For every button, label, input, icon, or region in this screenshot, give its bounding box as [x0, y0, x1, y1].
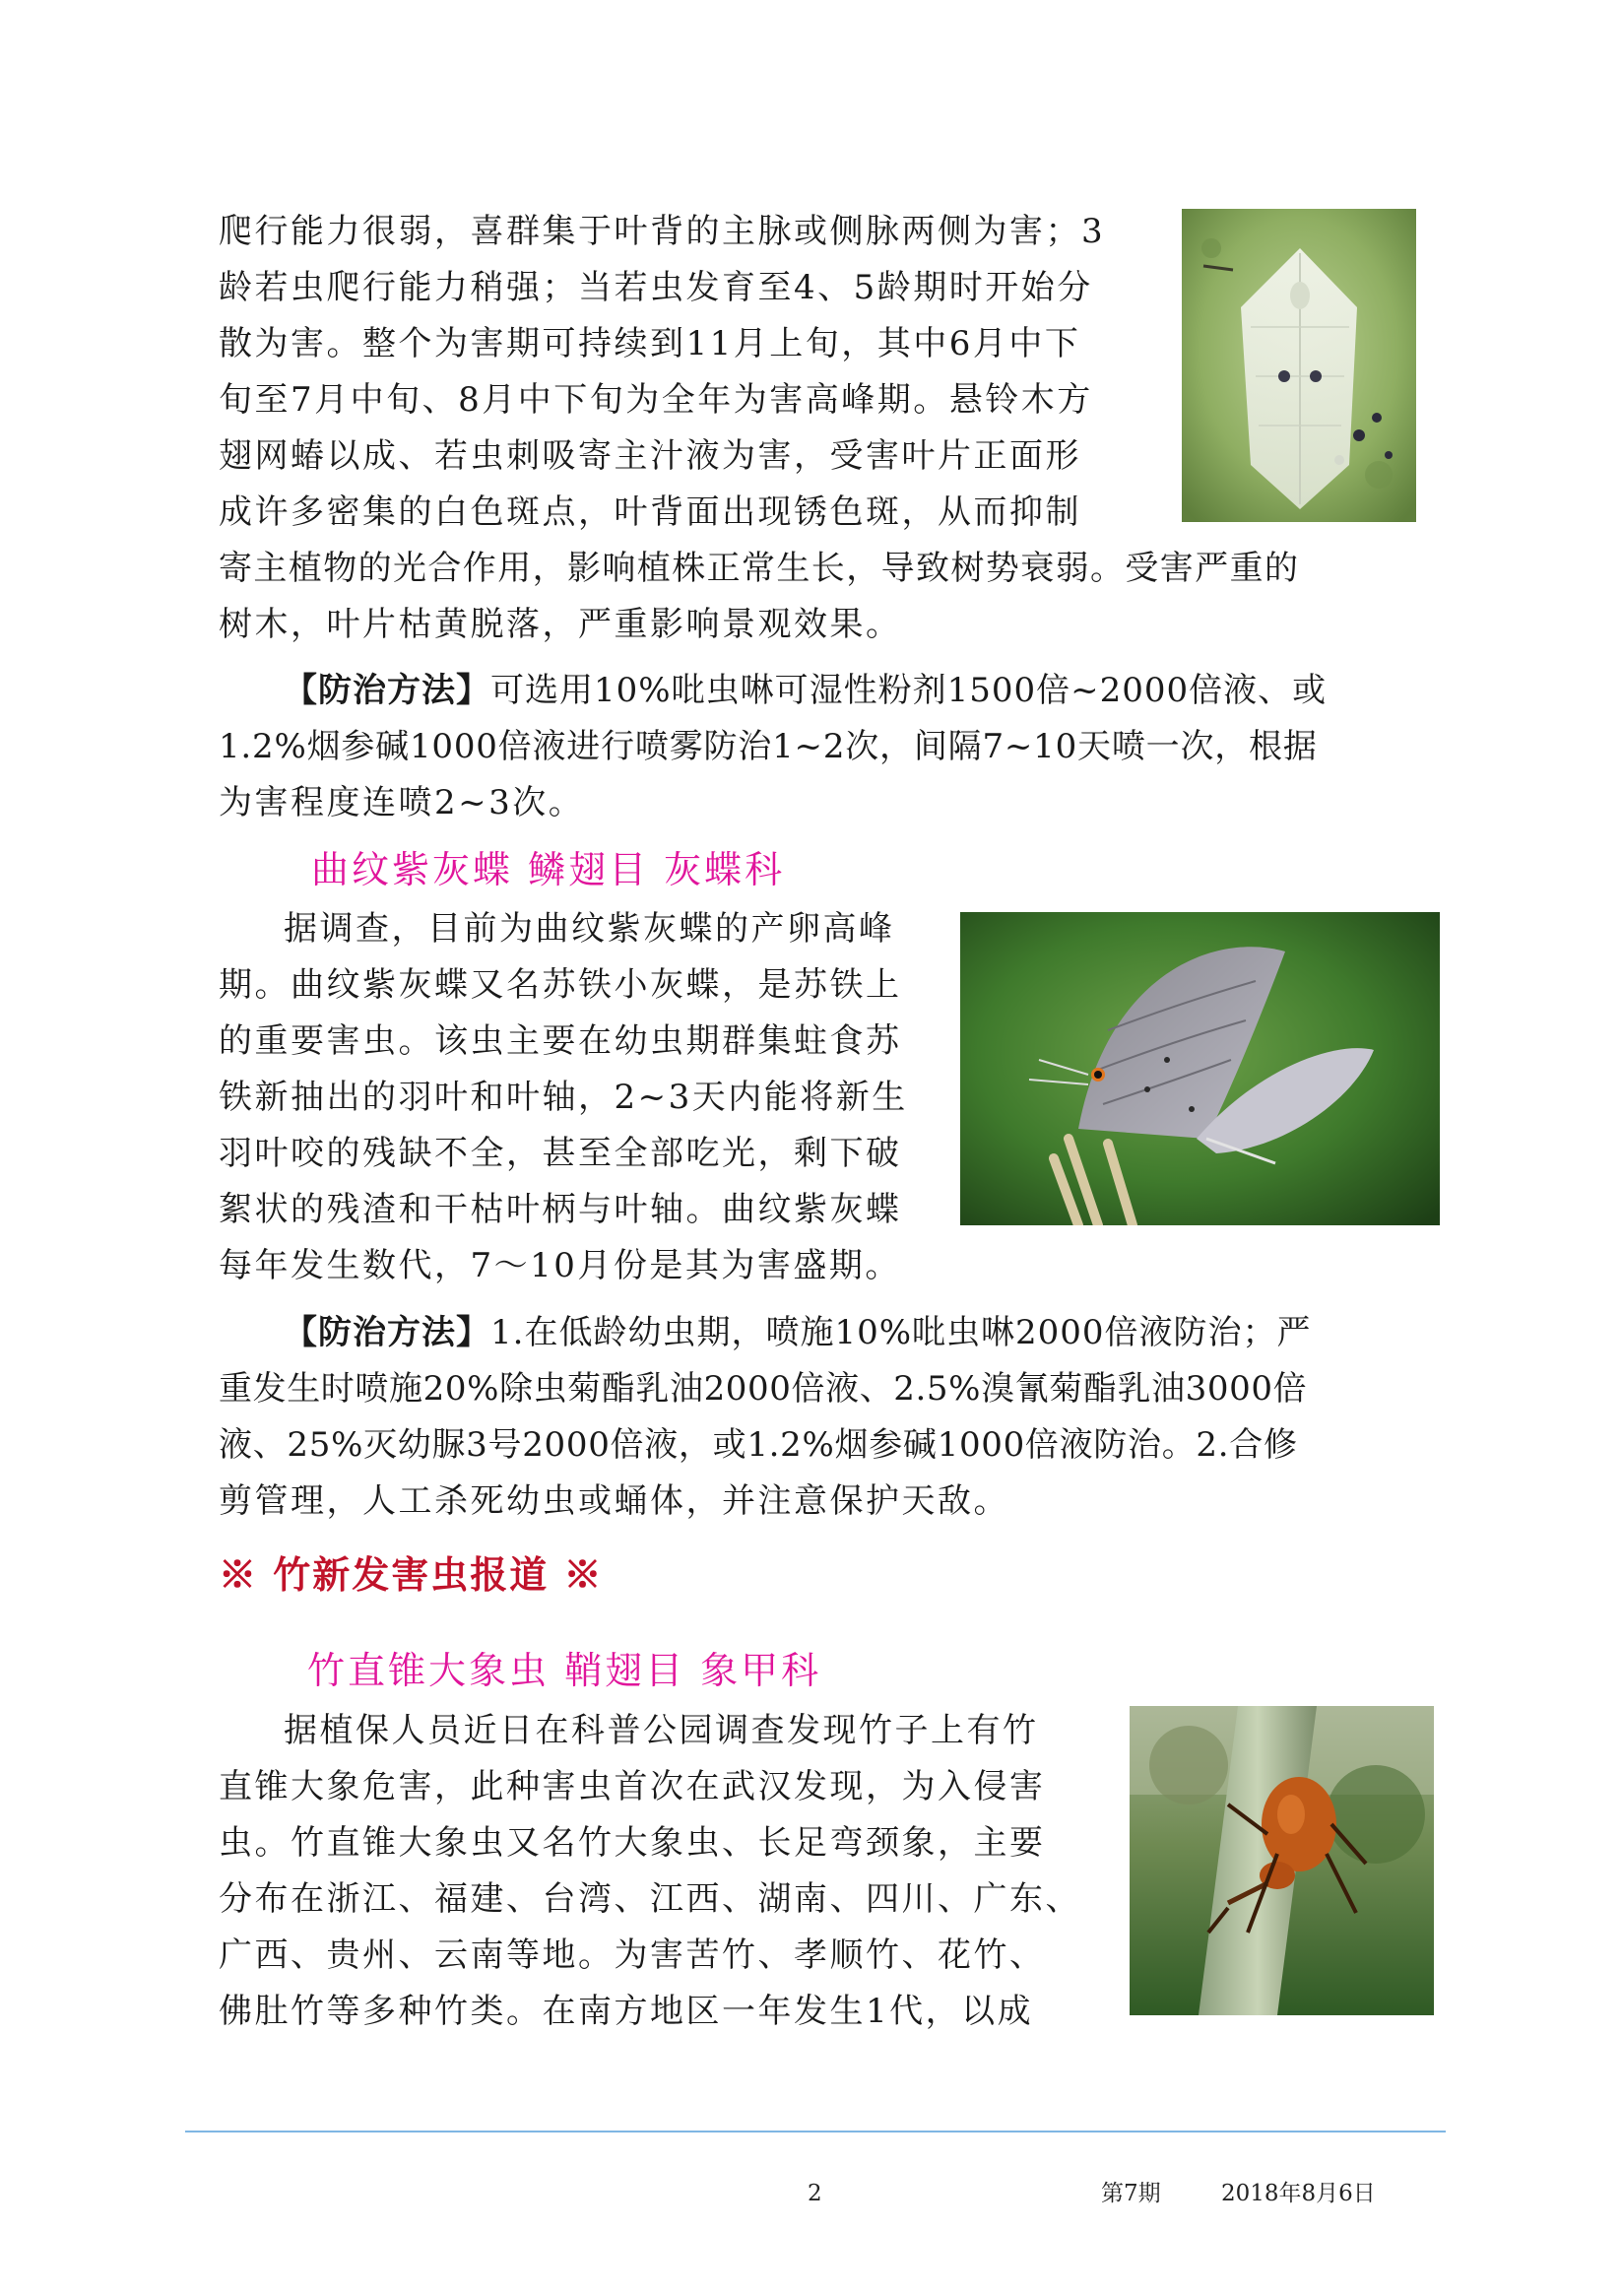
body-line: 直锥大象危害，此种害虫首次在武汉发现，为入侵害 — [219, 1767, 1046, 1806]
body-line: 絮状的残渣和干枯叶柄与叶轴。曲纹紫灰蝶 — [219, 1190, 902, 1229]
body-line: 铁新抽出的羽叶和叶轴，2~3天内能将新生 — [219, 1078, 908, 1117]
issue-number: 第7期 — [1101, 2181, 1161, 2206]
body-line: 爬行能力很弱，喜群集于叶背的主脉或侧脉两侧为害；3 — [219, 212, 1106, 251]
control-method-label: 【防治方法】 — [284, 671, 490, 710]
section-title: ※ 竹新发害虫报道 ※ — [219, 1552, 604, 1597]
control-method-1-line-3: 为害程度连喷2~3次。 — [219, 783, 585, 822]
control-method-2-line-1: 【防治方法】1.在低龄幼虫期，喷施10%吡虫啉2000倍液防治；严 — [284, 1313, 1312, 1352]
control-method-2-line-2: 重发生时喷施20%除虫菊酯乳油2000倍液、2.5%溴氰菊酯乳油3000倍 — [219, 1369, 1308, 1409]
body-line: 寄主植物的光合作用，影响植株正常生长，导致树势衰弱。受害严重的 — [219, 549, 1300, 588]
body-line: 成许多密集的白色斑点，叶背面出现锈色斑，从而抑制 — [219, 492, 1081, 532]
body-line: 虫。竹直锥大象虫又名竹大象虫、长足弯颈象，主要 — [219, 1823, 1046, 1863]
body-line: 分布在浙江、福建、台湾、江西、湖南、四川、广东、 — [219, 1879, 1081, 1919]
issue-date: 2018年8月6日 — [1221, 2181, 1376, 2206]
body-line: 期。曲纹紫灰蝶又名苏铁小灰蝶，是苏铁上 — [219, 965, 902, 1005]
butterfly-photo — [960, 912, 1440, 1225]
body-line: 广西、贵州、云南等地。为害苦竹、孝顺竹、花竹、 — [219, 1935, 1046, 1975]
heading-weevil: 竹直锥大象虫 鞘翅目 象甲科 — [307, 1649, 822, 1692]
body-line: 旬至7月中旬、8月中下旬为全年为害高峰期。悬铃木方 — [219, 380, 1093, 420]
footer-rule — [185, 2131, 1446, 2132]
body-line: 翅网蝽以成、若虫刺吸寄主汁液为害，受害叶片正面形 — [219, 436, 1081, 476]
body-line: 据调查，目前为曲纹紫灰蝶的产卵高峰 — [284, 909, 895, 949]
control-method-2-line-4: 剪管理，人工杀死幼虫或蛹体，并注意保护天敌。 — [219, 1481, 1009, 1521]
page-number: 2 — [808, 2181, 822, 2206]
weevil-photo — [1130, 1706, 1434, 2015]
control-method-1-line-1: 【防治方法】可选用10%吡虫啉可湿性粉剂1500倍~2000倍液、或 — [284, 671, 1328, 710]
control-method-2-line-3: 液、25%灭幼脲3号2000倍液，或1.2%烟参碱1000倍液防治。2.合修 — [219, 1425, 1298, 1465]
lace-bug-photo — [1182, 209, 1416, 522]
body-line: 佛肚竹等多种竹类。在南方地区一年发生1代，以成 — [219, 1992, 1034, 2031]
body-line: 据植保人员近日在科普公园调查发现竹子上有竹 — [284, 1711, 1039, 1750]
heading-butterfly: 曲纹紫灰蝶 鳞翅目 灰蝶科 — [311, 848, 786, 891]
body-line: 每年发生数代，7～10月份是其为害盛期。 — [219, 1246, 901, 1285]
body-line: 树木，叶片枯黄脱落，严重影响景观效果。 — [219, 605, 902, 644]
body-line: 羽叶咬的残缺不全，甚至全部吃光，剩下破 — [219, 1134, 902, 1173]
control-method-1-line-2: 1.2%烟参碱1000倍液进行喷雾防治1~2次，间隔7~10天喷一次，根据 — [219, 727, 1318, 766]
body-line: 龄若虫爬行能力稍强；当若虫发育至4、5龄期时开始分 — [219, 268, 1093, 307]
body-line: 的重要害虫。该虫主要在幼虫期群集蛀食苏 — [219, 1021, 902, 1061]
control-method-label: 【防治方法】 — [284, 1313, 490, 1352]
body-line: 散为害。整个为害期可持续到11月上旬，其中6月中下 — [219, 324, 1081, 363]
